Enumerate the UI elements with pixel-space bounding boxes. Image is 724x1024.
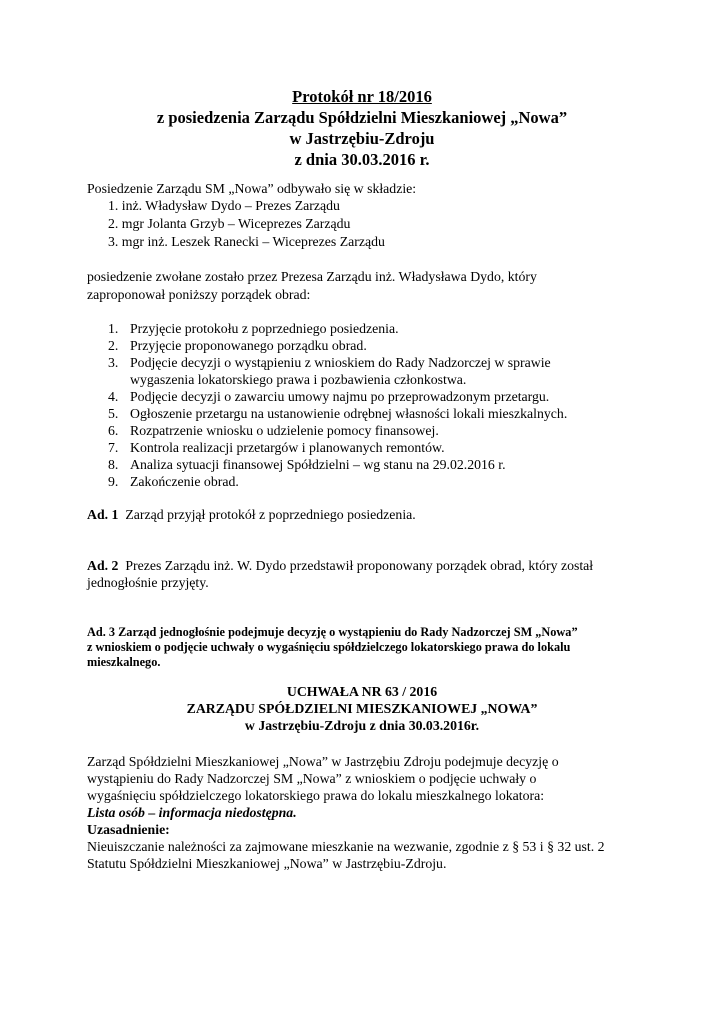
document-title (0, 86, 724, 170)
resolution-number: UCHWAŁA NR 63 / 2016 (286, 684, 438, 699)
resolution-body-1: Zarząd Spółdzielni Mieszkaniowej „Nowa” w Jastrzębiu Zdroju podejmuje decyzję o (87, 754, 559, 769)
agenda-item: Zakończenie obrad. (130, 474, 239, 489)
title-line-3: w Jastrzębiu-Zdroju (289, 129, 435, 148)
ad2-line-2: jednogłośnie przyjęty. (87, 575, 209, 590)
resolution-body-3: wygaśnięciu spółdzielczego lokatorskiego prawa do lokalu mieszkalnego lokatora: (87, 788, 545, 803)
justification-label: Uzasadnienie: (87, 822, 170, 837)
agenda-num: 8. (108, 457, 119, 472)
member-1: 1. inż. Władysław Dydo – Prezes Zarządu (108, 198, 340, 213)
justification-line-1: Nieuiszczanie należności za zajmowane mieszkanie na wezwanie, zgodnie z § 53 i § 32 ust. 2 (87, 839, 605, 854)
title-date: z dnia 30.03.2016 r. (294, 150, 430, 169)
ad2-text: Prezes Zarządu inż. W. Dydo przedstawił proponowany porządek obrad, który został (125, 558, 594, 573)
resolution-body-2: wystąpieniu do Rady Nadzorczej SM „Nowa” z wnioskiem o podjęcie uchwały o (87, 771, 537, 786)
resolution-date: w Jastrzębiu-Zdroju z dnia 30.03.2016r. (244, 718, 480, 733)
agenda-item: Ogłoszenie przetargu na ustanowienie odrębnej własności lokali mieszkalnych. (130, 406, 568, 421)
agenda-num: 7. (108, 440, 119, 455)
resolution-heading (0, 683, 724, 734)
agenda-num: 4. (108, 389, 119, 404)
ad1-label: Ad. 1 (87, 507, 119, 522)
agenda-item: Rozpatrzenie wniosku o udzielenie pomocy finansowej. (130, 423, 439, 438)
agenda-item: wygaszenia lokatorskiego prawa i pozbawienia członkostwa. (130, 372, 467, 387)
ad1-text: Zarząd przyjął protokół z poprzedniego posiedzenia. (125, 507, 416, 522)
ad3-line-2: z wnioskiem o podjęcie uchwały o wygaśnięciu spółdzielczego lokatorskiego prawa do lokalu (87, 640, 571, 654)
protocol-number: Protokół nr 18/2016 (292, 87, 432, 106)
agenda-item: Przyjęcie protokołu z poprzedniego posiedzenia. (130, 321, 399, 336)
composition-intro: Posiedzenie Zarządu SM „Nowa” odbywało się w składzie: (87, 181, 417, 196)
agenda-num: 5. (108, 406, 119, 421)
ad3-line-1: Ad. 3 Zarząd jednogłośnie podejmuje decyzję o wystąpieniu do Rady Nadzorczej SM „Nowa” (87, 625, 578, 639)
convened-line-2: zaproponował poniższy porządek obrad: (87, 287, 311, 302)
agenda-num: 3. (108, 355, 119, 370)
ad2-label: Ad. 2 (87, 558, 119, 573)
resolution-issuer: ZARZĄDU SPÓŁDZIELNI MIESZKANIOWEJ „NOWA” (186, 701, 538, 716)
agenda-item: Podjęcie decyzji o zawarciu umowy najmu po przeprowadzonym przetargu. (130, 389, 550, 404)
ad3-line-3: mieszkalnego. (87, 655, 161, 669)
list-note: Lista osób – informacja niedostępna. (87, 805, 297, 820)
agenda-item: Kontrola realizacji przetargów i planowanych remontów. (130, 440, 445, 455)
justification-line-2: Statutu Spółdzielni Mieszkaniowej „Nowa” w Jastrzębiu-Zdroju. (87, 856, 447, 871)
agenda-item: Podjęcie decyzji o wystąpieniu z wnioskiem do Rady Nadzorczej w sprawie (130, 355, 551, 370)
title-line-2: z posiedzenia Zarządu Spółdzielni Mieszkaniowej „Nowa” (156, 108, 568, 127)
convened-line-1: posiedzenie zwołane zostało przez Prezesa Zarządu inż. Władysława Dydo, który (87, 269, 537, 284)
agenda-num: 1. (108, 321, 119, 336)
agenda-item: Przyjęcie proponowanego porządku obrad. (130, 338, 367, 353)
ad1-paragraph (87, 506, 416, 523)
ad2-paragraph (87, 557, 593, 574)
member-3: 3. mgr inż. Leszek Ranecki – Wiceprezes Zarządu (108, 234, 385, 249)
agenda-num: 6. (108, 423, 119, 438)
agenda-num: 9. (108, 474, 119, 489)
member-2: 2. mgr Jolanta Grzyb – Wiceprezes Zarządu (108, 216, 351, 231)
agenda-item: Analiza sytuacji finansowej Spółdzielni – wg stanu na 29.02.2016 r. (130, 457, 506, 472)
agenda-num: 2. (108, 338, 119, 353)
